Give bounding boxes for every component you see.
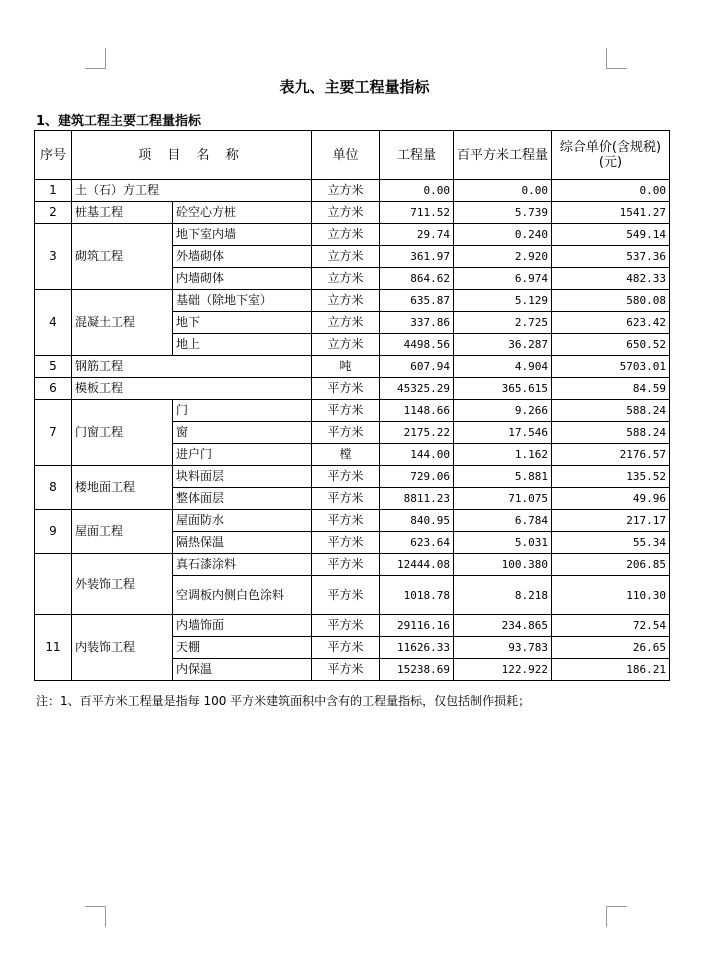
qty-cell: 361.97 [380,246,454,268]
per100-cell: 2.920 [454,246,552,268]
header-per100: 百平方米工程量 [454,131,552,180]
category-cell: 外装饰工程 [72,554,173,615]
qty-cell: 11626.33 [380,637,454,659]
seq-cell: 5 [35,356,72,378]
price-cell: 84.59 [552,378,670,400]
seq-cell: 9 [35,510,72,554]
per100-cell: 100.380 [454,554,552,576]
table-row [35,510,670,532]
unit-cell: 平方米 [312,637,380,659]
category-cell: 楼地面工程 [72,466,173,510]
qty-cell: 337.86 [380,312,454,334]
unit-cell: 樘 [312,444,380,466]
subitem-cell: 地下室内墙 [173,224,312,246]
table-row [35,466,670,488]
qty-cell: 15238.69 [380,659,454,681]
unit-cell: 平方米 [312,554,380,576]
price-cell: 110.30 [552,576,670,615]
section-subtitle: 1、建筑工程主要工程量指标 [36,114,202,129]
price-cell: 26.65 [552,637,670,659]
price-cell: 588.24 [552,400,670,422]
unit-cell: 平方米 [312,422,380,444]
subitem-cell: 真石漆涂料 [173,554,312,576]
seq-cell: 11 [35,615,72,681]
crop-mark-top-left [85,48,106,69]
crop-mark-bottom-right [606,906,627,927]
unit-cell: 平方米 [312,576,380,615]
per100-cell: 17.546 [454,422,552,444]
per100-cell: 365.615 [454,378,552,400]
qty-cell: 607.94 [380,356,454,378]
per100-cell: 5.739 [454,202,552,224]
unit-cell: 平方米 [312,488,380,510]
price-cell: 0.00 [552,180,670,202]
price-cell: 217.17 [552,510,670,532]
price-cell: 55.34 [552,532,670,554]
unit-cell: 立方米 [312,202,380,224]
table-row [35,378,670,400]
subitem-cell: 整体面层 [173,488,312,510]
per100-cell: 5.031 [454,532,552,554]
per100-cell: 234.865 [454,615,552,637]
per100-cell: 8.218 [454,576,552,615]
header-name: 项 目 名 称 [72,131,312,180]
header-unit: 单位 [312,131,380,180]
price-cell: 2176.57 [552,444,670,466]
table-row [35,290,670,312]
unit-cell: 立方米 [312,224,380,246]
table-row [35,224,670,246]
category-cell: 门窗工程 [72,400,173,466]
header-price: 综合单价(含规税)(元) [552,131,670,180]
per100-cell: 36.287 [454,334,552,356]
per100-cell: 5.881 [454,466,552,488]
per100-cell: 71.075 [454,488,552,510]
table-row [35,202,670,224]
unit-cell: 立方米 [312,268,380,290]
subitem-cell: 窗 [173,422,312,444]
price-cell: 135.52 [552,466,670,488]
per100-cell: 2.725 [454,312,552,334]
qty-cell: 2175.22 [380,422,454,444]
category-cell: 土（石）方工程 [72,180,312,202]
unit-cell: 平方米 [312,615,380,637]
qty-cell: 45325.29 [380,378,454,400]
subitem-cell: 外墙砌体 [173,246,312,268]
table-row [35,615,670,637]
seq-cell: 7 [35,400,72,466]
price-cell: 5703.01 [552,356,670,378]
category-cell: 模板工程 [72,378,312,400]
unit-cell: 吨 [312,356,380,378]
subitem-cell: 天棚 [173,637,312,659]
price-cell: 1541.27 [552,202,670,224]
qty-cell: 623.64 [380,532,454,554]
category-cell: 砌筑工程 [72,224,173,290]
seq-cell: 2 [35,202,72,224]
qty-cell: 29116.16 [380,615,454,637]
category-cell: 混凝土工程 [72,290,173,356]
qty-cell: 4498.56 [380,334,454,356]
price-cell: 186.21 [552,659,670,681]
seq-cell: 8 [35,466,72,510]
per100-cell: 5.129 [454,290,552,312]
price-cell: 549.14 [552,224,670,246]
subitem-cell: 基础（除地下室） [173,290,312,312]
category-cell: 屋面工程 [72,510,173,554]
subitem-cell: 砼空心方桩 [173,202,312,224]
quantity-table [34,130,670,681]
table-header-row [35,131,670,180]
per100-cell: 6.784 [454,510,552,532]
qty-cell: 729.06 [380,466,454,488]
crop-mark-bottom-left [85,906,106,927]
subitem-cell: 内墙饰面 [173,615,312,637]
qty-cell: 29.74 [380,224,454,246]
unit-cell: 平方米 [312,510,380,532]
unit-cell: 立方米 [312,180,380,202]
table-row [35,180,670,202]
seq-cell: 4 [35,290,72,356]
per100-cell: 122.922 [454,659,552,681]
unit-cell: 立方米 [312,290,380,312]
seq-cell: 3 [35,224,72,290]
footnote: 注：1、百平方米工程量是指每 100 平方米建筑面积中含有的工程量指标，仅包括制作损耗； [36,694,531,708]
qty-cell: 1018.78 [380,576,454,615]
header-qty: 工程量 [380,131,454,180]
subitem-cell: 内保温 [173,659,312,681]
table-row [35,356,670,378]
unit-cell: 立方米 [312,312,380,334]
price-cell: 588.24 [552,422,670,444]
subitem-cell: 屋面防水 [173,510,312,532]
crop-mark-top-right [606,48,627,69]
unit-cell: 立方米 [312,334,380,356]
qty-cell: 12444.08 [380,554,454,576]
price-cell: 537.36 [552,246,670,268]
category-cell: 钢筋工程 [72,356,312,378]
qty-cell: 8811.23 [380,488,454,510]
subitem-cell: 进户门 [173,444,312,466]
unit-cell: 平方米 [312,659,380,681]
qty-cell: 635.87 [380,290,454,312]
per100-cell: 4.904 [454,356,552,378]
qty-cell: 144.00 [380,444,454,466]
qty-cell: 840.95 [380,510,454,532]
per100-cell: 93.783 [454,637,552,659]
price-cell: 49.96 [552,488,670,510]
unit-cell: 平方米 [312,466,380,488]
qty-cell: 0.00 [380,180,454,202]
table-row [35,400,670,422]
subitem-cell: 门 [173,400,312,422]
price-cell: 206.85 [552,554,670,576]
qty-cell: 711.52 [380,202,454,224]
table-row [35,554,670,576]
qty-cell: 1148.66 [380,400,454,422]
subitem-cell: 地上 [173,334,312,356]
subitem-cell: 隔热保温 [173,532,312,554]
category-cell: 桩基工程 [72,202,173,224]
qty-cell: 864.62 [380,268,454,290]
per100-cell: 0.00 [454,180,552,202]
subitem-cell: 空调板内侧白色涂料 [173,576,312,615]
unit-cell: 平方米 [312,400,380,422]
price-cell: 580.08 [552,290,670,312]
subitem-cell: 块料面层 [173,466,312,488]
price-cell: 623.42 [552,312,670,334]
per100-cell: 0.240 [454,224,552,246]
per100-cell: 6.974 [454,268,552,290]
price-cell: 650.52 [552,334,670,356]
unit-cell: 平方米 [312,378,380,400]
price-cell: 482.33 [552,268,670,290]
unit-cell: 平方米 [312,532,380,554]
per100-cell: 9.266 [454,400,552,422]
category-cell: 内装饰工程 [72,615,173,681]
unit-cell: 立方米 [312,246,380,268]
seq-cell [35,554,72,615]
seq-cell: 6 [35,378,72,400]
page-title: 表九、主要工程量指标 [279,78,430,96]
header-seq: 序号 [35,131,72,180]
subitem-cell: 内墙砌体 [173,268,312,290]
seq-cell: 1 [35,180,72,202]
subitem-cell: 地下 [173,312,312,334]
per100-cell: 1.162 [454,444,552,466]
price-cell: 72.54 [552,615,670,637]
